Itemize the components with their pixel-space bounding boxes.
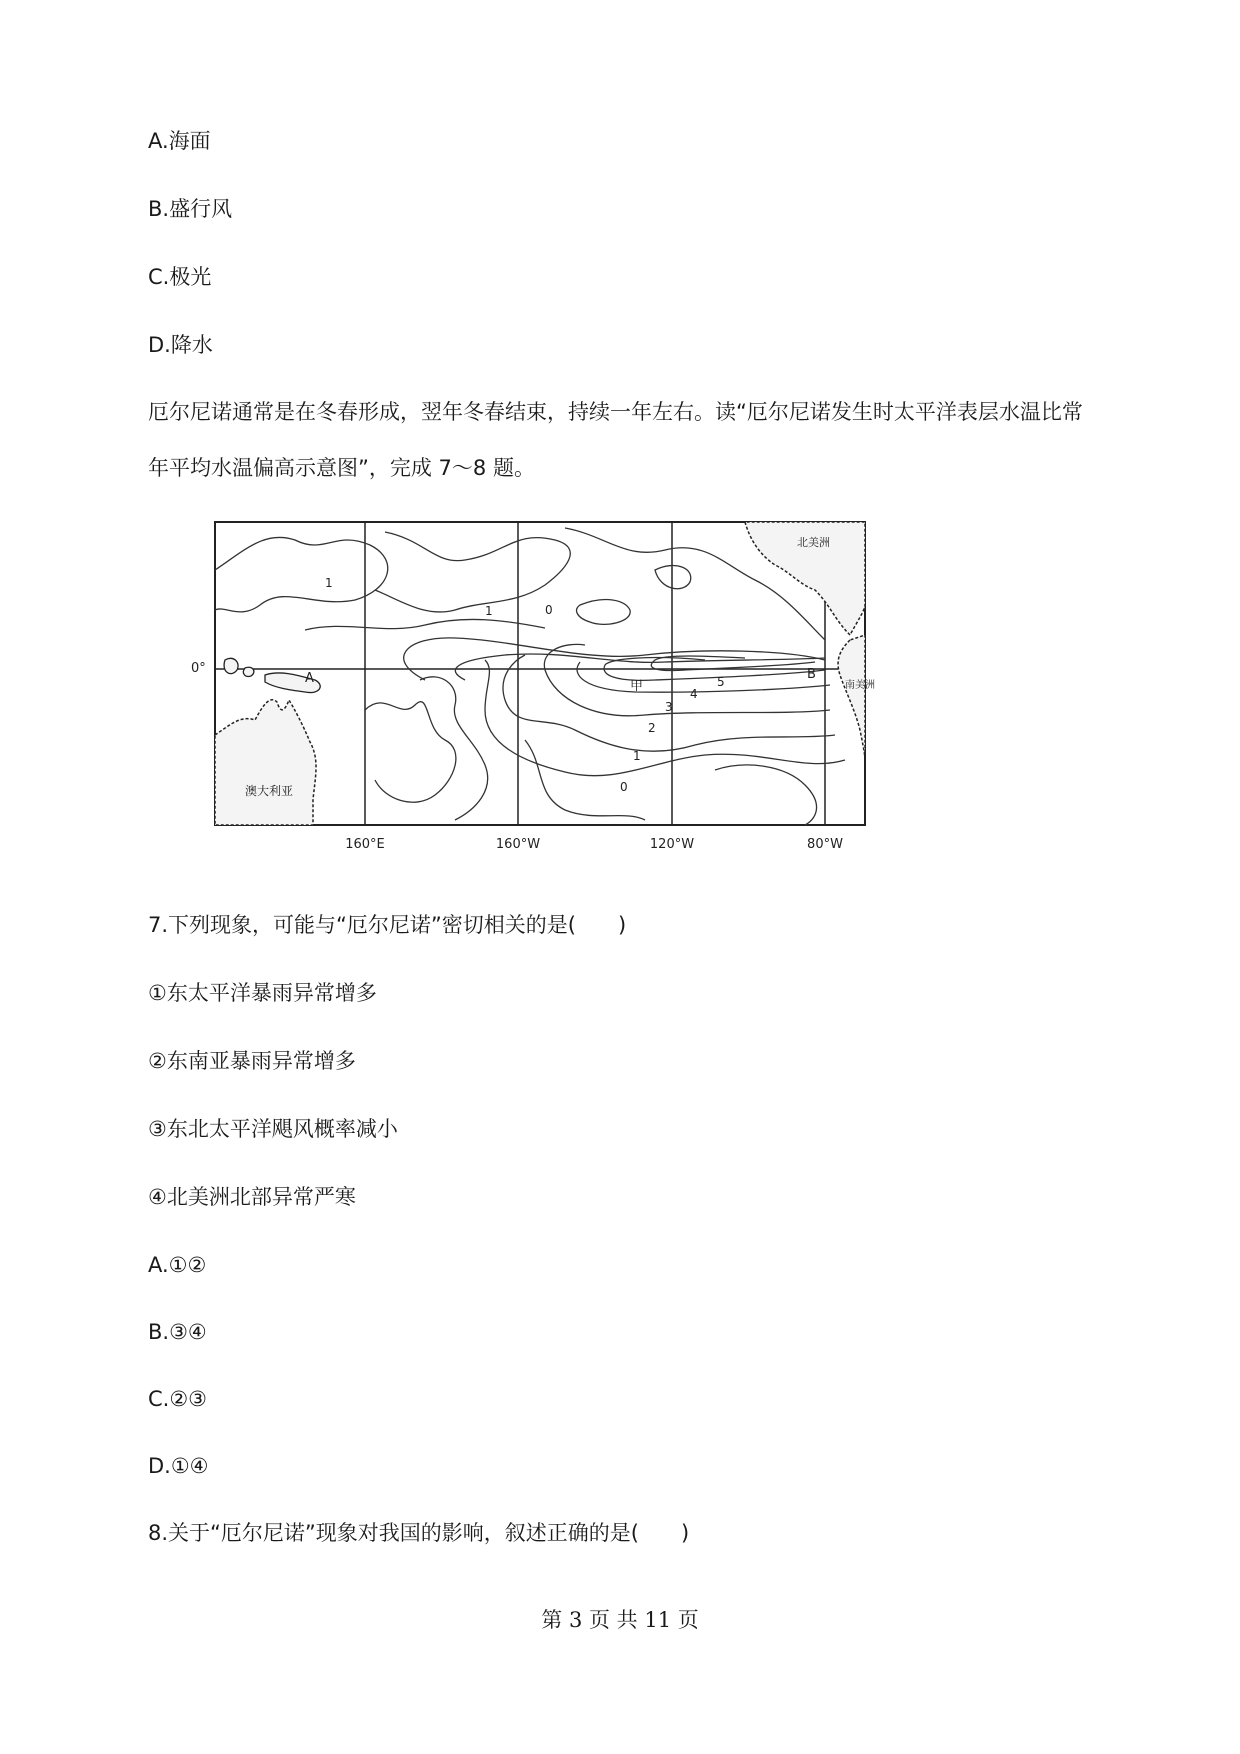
- q7-option-a: A.①②: [148, 1253, 207, 1277]
- contour-label-1b: 1: [485, 604, 493, 618]
- south-america-landmass: [838, 635, 865, 760]
- point-a-label: A: [305, 671, 314, 686]
- contour-label-5: 5: [717, 675, 725, 689]
- island-small: [243, 667, 253, 676]
- contour-label-1a: 1: [325, 576, 333, 590]
- contour-north-2: [375, 532, 570, 612]
- lon-label-120w: 120°W: [649, 837, 695, 852]
- intro-paragraph: 厄尔尼诺通常是在冬春形成，翌年冬春结束，持续一年左右。读“厄尔尼诺发生时太平洋表层水温比常年平均水温偏高示意图”，完成 7～8 题。: [148, 400, 1083, 480]
- north-america-label: 北美洲: [797, 536, 830, 549]
- option-b-prev: B.盛行风: [148, 197, 233, 221]
- contour-label-3: 3: [665, 700, 673, 714]
- q8-stem: 8.关于“厄尔尼诺”现象对我国的影响，叙述正确的是( ): [148, 1521, 690, 1545]
- contour-0-south: [485, 660, 845, 776]
- south-america-label: 南美洲: [845, 680, 875, 691]
- q7-option-c: C.②③: [148, 1387, 207, 1411]
- contour-island-1: [577, 600, 631, 625]
- q7-option-d: D.①④: [148, 1454, 209, 1478]
- contour-label-0b: 0: [620, 780, 628, 794]
- q7-option-b: B.③④: [148, 1320, 207, 1344]
- point-b-label: B: [807, 667, 816, 682]
- lon-label-160e: 160°E: [345, 837, 385, 852]
- q7-item-4: ④北美洲北部异常严寒: [148, 1185, 356, 1209]
- contour-south-4: [715, 765, 817, 825]
- contour-label-0a: 0: [545, 603, 553, 617]
- q7-stem: 7.下列现象，可能与“厄尔尼诺”密切相关的是( ): [148, 913, 627, 937]
- option-d-prev: D.降水: [148, 333, 213, 357]
- q7-item-1: ①东太平洋暴雨异常增多: [148, 981, 377, 1005]
- page-footer: 第 3 页 共 11 页: [541, 1608, 699, 1632]
- contour-label-2: 2: [648, 721, 656, 735]
- point-jia-label: 甲: [630, 679, 644, 694]
- contour-south-1: [365, 702, 456, 803]
- contour-0-north: [404, 638, 825, 680]
- australia-label: 澳大利亚: [245, 784, 294, 798]
- equator-label: 0°: [191, 661, 206, 676]
- q7-item-2: ②东南亚暴雨异常增多: [148, 1049, 356, 1073]
- lon-label-160w: 160°W: [495, 837, 541, 852]
- contour-north-1: [215, 537, 388, 612]
- contour-north-4: [305, 619, 545, 630]
- contour-island-2: [655, 566, 691, 589]
- island-west: [224, 658, 238, 673]
- q7-item-3: ③东北太平洋飓风概率减小: [148, 1117, 398, 1141]
- lon-label-80w: 80°W: [807, 837, 843, 852]
- map-svg: [185, 510, 885, 855]
- option-c-prev: C.极光: [148, 265, 212, 289]
- el-nino-sst-map: [185, 510, 885, 855]
- contour-label-4: 4: [690, 687, 698, 701]
- australia-landmass: [215, 700, 316, 825]
- contour-label-1c: 1: [633, 749, 641, 763]
- option-a-prev: A.海面: [148, 129, 211, 153]
